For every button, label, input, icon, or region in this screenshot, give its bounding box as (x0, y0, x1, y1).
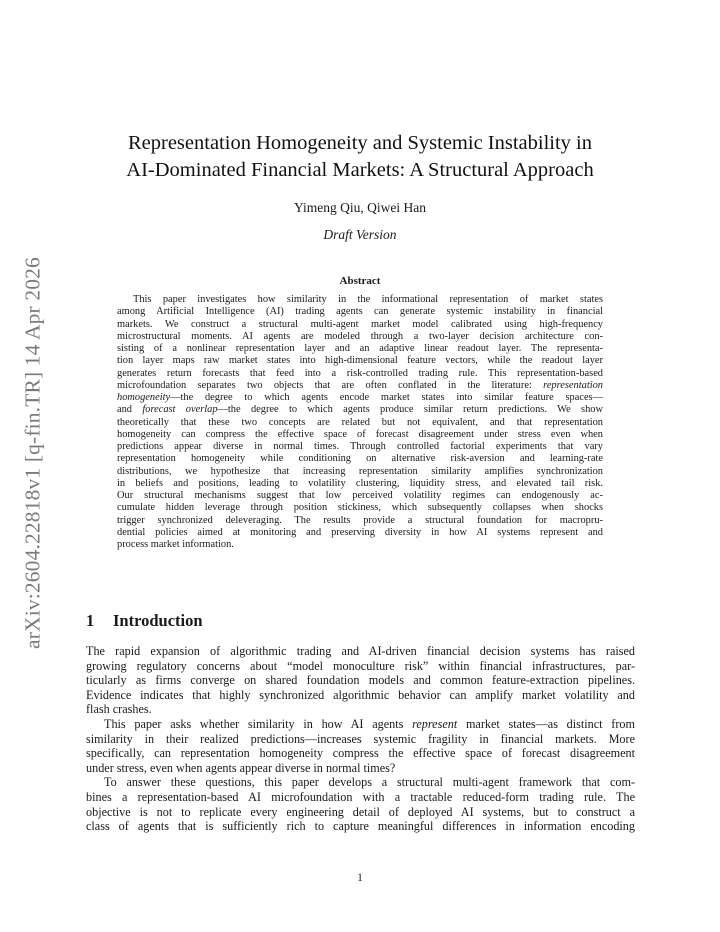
intro-line (86, 717, 635, 732)
paper-title (100, 130, 620, 184)
intro-line: growing regulatory concerns about “model monoculture risk” within financial infrastructures, par- (86, 658, 635, 673)
abstract-line: tion layer maps raw market states into high-dimensional feature vectors, while the readout layer (117, 355, 603, 367)
intro-line: similarity in their realized predictions—increases systemic fragility in financial markets. More (86, 731, 635, 746)
intro-emphasis: represent (412, 716, 458, 731)
abstract-line: representation homogeneity while conditioning on alternative risk-aversion and learning-rate (117, 453, 603, 465)
abstract-text: and (117, 404, 133, 416)
abstract-line: theoretically that these two concepts are related but not equivalent, and that representation (117, 416, 603, 428)
title-line-2: AI-Dominated Financial Markets: A Structural Approach (126, 159, 594, 181)
abstract-text: —the degree to which agents encode market states into similar feature spaces— (170, 392, 603, 403)
abstract-emphasis: homogeneity (117, 392, 171, 403)
intro-line: specifically, can representation homogeneity compress the effective space of forecast disagreement (86, 746, 635, 761)
introduction-body (86, 644, 635, 834)
abstract-line: markets. We construct a structural multi-agent market model calibrated using high-frequency (117, 318, 603, 330)
arxiv-stamp (8, 248, 58, 658)
intro-line: To answer these questions, this paper develops a structural multi-agent framework that com- (104, 775, 635, 790)
intro-line: objective is not to replicate every engineering detail of deployed AI systems, but to construct a (86, 804, 635, 819)
abstract-emphasis: forecast overlap (142, 404, 218, 416)
section-title: Introduction (113, 611, 203, 630)
abstract-line: homogeneity can compress the effective space of forecast disagreement under stress even when (117, 428, 603, 440)
intro-line: flash crashes. (86, 702, 152, 717)
section-number: 1 (86, 611, 95, 630)
abstract-line (117, 392, 603, 404)
intro-line: ticularly as firms converge on shared foundation models and common feature-extraction pipelines. (86, 673, 635, 688)
paper-authors: Yimeng Qiu, Qiwei Han (294, 200, 426, 215)
abstract-line: microstructural moments. AI agents are modeled through a two-layer decision architecture con- (117, 330, 603, 342)
intro-line: Evidence indicates that highly synchronized algorithmic behavior can amplify market volatility and (86, 687, 635, 702)
abstract-line: generates return forecasts that feed into a risk-controlled trading rule. This representation-based (117, 367, 603, 379)
abstract-line: among Artificial Intelligence (AI) trading agents can generate systemic instability in financial (117, 306, 603, 318)
abstract-line: cumulate hidden leverage through position stickiness, which subsequently collapses when shocks (117, 502, 603, 514)
intro-line: The rapid expansion of algorithmic trading and AI-driven financial decision systems has raised (86, 644, 635, 658)
abstract-line: sisting of a nonlinear representation layer and an adaptive linear readout layer. The representa- (117, 343, 603, 354)
arxiv-stamp-text: arXiv:2604.22818v1 [q-fin.TR] 14 Apr 2026 (20, 257, 45, 649)
page-number: 1 (357, 872, 363, 884)
abstract-line: trigger synchronized deleveraging. The results provide a structural foundation for macropru- (117, 514, 603, 526)
intro-line: bines a representation-based AI microfoundation with a tractable reduced-form trading rule. The (86, 789, 635, 804)
section-heading (86, 611, 203, 631)
abstract-line: dential policies aimed at monitoring and preserving diversity in how AI systems represent and (117, 526, 603, 538)
intro-text: market states—as distinct from (465, 716, 635, 731)
abstract-line: This paper investigates how similarity in the informational representation of market states (133, 294, 603, 305)
intro-text: This paper asks whether similarity in how AI agents (104, 716, 404, 731)
abstract-line: distributions, we hypothesize that increasing representation similarity amplifies synchronization (117, 465, 603, 477)
abstract-emphasis: representation (543, 379, 603, 391)
abstract-heading: Abstract (339, 275, 381, 287)
abstract-line: predictions appear diverse in normal times. Through controlled factorial experiments that vary (117, 441, 603, 452)
title-line-1: Representation Homogeneity and Systemic Instability in (127, 132, 592, 154)
abstract-body (117, 294, 603, 551)
intro-line: under stress, even when agents appear diverse in normal times? (86, 760, 396, 775)
intro-line: class of agents that is sufficiently rich to capture meaningful differences in information encoding (86, 819, 635, 834)
abstract-line: process market information. (117, 539, 234, 550)
abstract-line (117, 404, 603, 416)
abstract-text: —the degree to which agents produce similar return predictions. We show (217, 404, 603, 416)
abstract-text: microfoundation separates two objects that are often conflated in the literature: (117, 379, 532, 391)
abstract-line: in beliefs and positions, leading to volatility clustering, liquidity stress, and elevated tail risk. (117, 477, 603, 489)
paper-version: Draft Version (323, 227, 397, 242)
abstract-line: Our structural mechanisms suggest that low perceived volatility regimes can endogenously ac- (117, 490, 603, 501)
abstract-line (117, 380, 603, 392)
